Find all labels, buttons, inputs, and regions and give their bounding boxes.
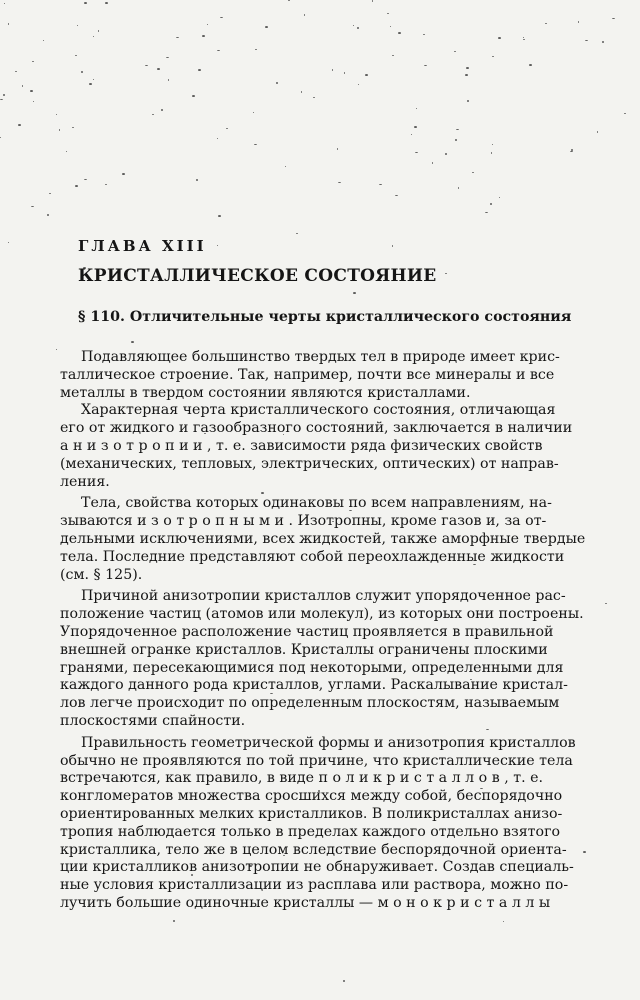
noise-speck xyxy=(105,2,108,4)
noise-speck xyxy=(288,0,290,1)
text-run: Подавляющее большинство твердых тел в природе имеет крис- xyxy=(81,349,560,365)
text-run: (механических, тепловых, электрических, оптических) от направ- xyxy=(60,455,559,472)
noise-speck xyxy=(254,144,257,145)
noise-speck xyxy=(18,124,21,126)
text-run: кристаллика, тело же в целом вследствие беспорядочной ориента- xyxy=(60,841,567,858)
noise-speck xyxy=(624,113,626,114)
text-line xyxy=(60,588,593,606)
text-line xyxy=(60,367,593,385)
noise-speck xyxy=(166,57,169,58)
text-line xyxy=(60,495,593,513)
text-line xyxy=(60,420,593,438)
noise-speck xyxy=(220,17,223,18)
noise-speck xyxy=(456,129,459,130)
noise-speck xyxy=(84,179,87,180)
noise-speck xyxy=(465,74,468,76)
text-line xyxy=(60,788,593,806)
noise-speck xyxy=(89,83,92,85)
noise-speck xyxy=(66,151,67,152)
noise-speck xyxy=(217,245,218,246)
noise-speck xyxy=(217,138,218,139)
noise-speck xyxy=(93,79,94,80)
noise-speck xyxy=(372,0,373,2)
text-run: ориентированных мелких кристалликов. В поликристаллах анизо- xyxy=(60,805,563,822)
noise-speck xyxy=(56,349,57,350)
noise-speck xyxy=(218,215,221,217)
text-line xyxy=(60,806,593,824)
noise-speck xyxy=(466,67,469,69)
text-run: , т. е. xyxy=(504,770,543,787)
noise-speck xyxy=(31,206,34,207)
text-line xyxy=(60,642,593,660)
text-run: Упорядоченное расположение частиц проявляется в правильной xyxy=(60,623,554,640)
text-line xyxy=(60,842,593,860)
noise-speck xyxy=(498,37,501,39)
noise-speck xyxy=(415,152,418,153)
section-title: § 110. Отличительные черты кристаллического состояния xyxy=(78,309,572,325)
noise-speck xyxy=(605,603,607,604)
noise-speck xyxy=(445,273,447,274)
noise-speck xyxy=(492,56,494,57)
noise-speck xyxy=(192,95,195,97)
noise-speck xyxy=(353,292,356,294)
noise-speck xyxy=(145,65,148,66)
text-run: тела. Последние представляют собой переохлажденные жидкости xyxy=(60,548,565,565)
noise-speck xyxy=(414,126,417,128)
noise-speck xyxy=(4,3,5,4)
text-run: встречаются, как правило, в виде xyxy=(60,770,319,787)
noise-speck xyxy=(602,41,604,43)
text-run: обычно не проявляются по той причине, что кристаллические тела xyxy=(60,752,573,769)
noise-speck xyxy=(365,74,368,76)
text-run: . Изотропны, кроме газов и, за от- xyxy=(288,513,547,530)
noise-speck xyxy=(0,99,3,100)
noise-speck xyxy=(353,25,354,26)
text-line xyxy=(60,438,593,456)
noise-speck xyxy=(72,127,74,128)
noise-speck xyxy=(152,114,154,115)
noise-speck xyxy=(198,69,201,71)
noise-speck xyxy=(485,212,488,213)
noise-speck xyxy=(423,34,425,35)
noise-speck xyxy=(131,341,134,343)
text-run: каждого данного рода кристаллов, углами. Раскалывание кристал- xyxy=(60,677,568,694)
text-run: Характерная черта кристаллического состояния, отличающая xyxy=(81,402,556,419)
text-run: плоскостями спайности. xyxy=(60,712,246,729)
noise-speck xyxy=(424,65,427,66)
noise-speck xyxy=(75,185,78,187)
text-run: лов легче происходит по определенным плоскостям, называемым xyxy=(60,695,560,712)
text-run: ции кристалликов анизотропии не обнаруживает. Создав специаль- xyxy=(60,859,574,876)
text-line xyxy=(60,695,593,713)
noise-speck xyxy=(379,184,382,185)
noise-speck xyxy=(47,214,49,216)
noise-speck xyxy=(161,109,163,111)
text-run: металлы в твердом состоянии являются кристаллами. xyxy=(60,384,471,401)
noise-speck xyxy=(173,920,175,922)
text-run: зываются xyxy=(60,513,138,530)
noise-speck xyxy=(255,49,257,50)
noise-speck xyxy=(392,55,394,56)
noise-speck xyxy=(285,166,286,167)
noise-speck xyxy=(8,242,9,243)
noise-speck xyxy=(30,90,33,92)
noise-speck xyxy=(387,13,389,14)
noise-speck xyxy=(612,18,615,19)
noise-speck xyxy=(472,172,474,173)
noise-speck xyxy=(226,128,228,129)
text-line xyxy=(60,549,593,567)
text-line xyxy=(60,513,593,531)
noise-speck xyxy=(332,69,333,71)
noise-speck xyxy=(398,32,401,34)
text-line xyxy=(60,770,593,788)
noise-speck xyxy=(265,26,268,28)
noise-speck xyxy=(416,108,417,109)
noise-speck xyxy=(276,82,278,84)
noise-speck xyxy=(33,101,34,102)
noise-speck xyxy=(578,21,579,23)
noise-speck xyxy=(98,30,99,32)
noise-speck xyxy=(22,85,23,87)
text-line xyxy=(60,531,593,549)
noise-speck xyxy=(337,148,338,150)
text-line xyxy=(60,567,593,585)
noise-speck xyxy=(32,61,34,62)
spaced-term: изотропными xyxy=(137,513,289,530)
noise-speck xyxy=(343,980,345,982)
spaced-term: поликристаллов xyxy=(318,770,505,787)
text-run: Причиной анизотропии кристаллов служит упорядоченное рас- xyxy=(81,588,566,605)
noise-speck xyxy=(93,36,94,37)
noise-speck xyxy=(490,203,492,205)
text-line xyxy=(60,660,593,678)
noise-speck xyxy=(59,129,60,131)
noise-speck xyxy=(392,245,393,247)
noise-speck xyxy=(105,184,107,185)
noise-speck xyxy=(390,26,391,27)
noise-speck xyxy=(597,131,598,133)
noise-speck xyxy=(499,197,500,198)
noise-speck xyxy=(523,39,525,40)
noise-speck xyxy=(3,94,5,96)
text-run: конгломератов множества сросшихся между собой, беспорядочно xyxy=(60,788,563,805)
spaced-term: анизотропии xyxy=(60,437,207,454)
text-run: таллическое строение. Так, например, почти все минералы и все xyxy=(60,366,555,383)
text-run: гранями, пересекающимися под некоторыми, определенными для xyxy=(60,659,564,676)
text-run: ные условия кристаллизации из расплава или раствора, можно по- xyxy=(60,877,569,894)
text-line xyxy=(60,753,593,771)
text-line xyxy=(60,385,593,403)
noise-speck xyxy=(157,68,160,70)
noise-speck xyxy=(77,25,78,26)
noise-speck xyxy=(253,112,254,113)
body-text xyxy=(60,349,593,913)
text-run: ления. xyxy=(60,473,110,490)
noise-speck xyxy=(0,137,1,138)
noise-speck xyxy=(455,139,457,141)
text-run: тропия наблюдается только в пределах каждого отдельно взятого xyxy=(60,823,561,840)
text-line xyxy=(60,349,593,367)
text-run: , т. е. зависимости ряда физических свойств xyxy=(207,437,543,454)
noise-speck xyxy=(56,114,57,115)
noise-speck xyxy=(202,35,205,37)
noise-speck xyxy=(454,51,456,52)
noise-speck xyxy=(49,193,51,194)
noise-speck xyxy=(81,71,83,73)
text-line xyxy=(60,456,593,474)
noise-speck xyxy=(491,152,492,154)
noise-speck xyxy=(8,23,9,25)
text-run: дельными исключениями, всех жидкостей, также аморфные твердые xyxy=(60,530,586,547)
noise-speck xyxy=(43,40,44,41)
chapter-title: КРИСТАЛЛИЧЕСКОЕ СОСТОЯНИЕ xyxy=(78,266,437,286)
text-run: положение частиц (атомов или молекул), из которых они построены. xyxy=(60,606,584,623)
noise-speck xyxy=(357,27,359,29)
noise-speck xyxy=(503,921,504,922)
noise-speck xyxy=(344,72,345,74)
noise-speck xyxy=(84,2,87,4)
noise-speck xyxy=(458,187,459,189)
text-line xyxy=(60,735,593,753)
noise-speck xyxy=(15,71,17,72)
noise-speck xyxy=(217,50,220,51)
text-run: Тела, свойства которых одинаковы по всем направлениям, на- xyxy=(81,495,552,512)
text-run: его от жидкого и газообразного состояний, заключается в наличии xyxy=(60,420,573,437)
text-line xyxy=(60,624,593,642)
noise-speck xyxy=(313,97,315,98)
noise-speck xyxy=(545,23,547,24)
text-run: лучить большие одиночные кристаллы — xyxy=(60,894,378,911)
noise-speck xyxy=(570,151,573,152)
noise-speck xyxy=(338,182,341,183)
noise-speck xyxy=(296,233,298,234)
noise-speck xyxy=(122,173,125,175)
noise-speck xyxy=(411,134,412,135)
noise-speck xyxy=(207,24,208,25)
noise-speck xyxy=(467,100,469,102)
text-line xyxy=(60,677,593,695)
text-line xyxy=(60,877,593,895)
noise-speck xyxy=(75,55,77,56)
noise-speck xyxy=(395,195,398,196)
text-run: (см. § 125). xyxy=(60,566,143,583)
text-line xyxy=(60,606,593,624)
noise-speck xyxy=(492,144,493,145)
noise-speck xyxy=(445,153,447,155)
text-line xyxy=(60,402,593,420)
text-run: внешней огранке кристаллов. Кристаллы ограничены плоскими xyxy=(60,641,548,658)
noise-speck xyxy=(529,64,532,66)
chapter-label: ГЛАВА XIII xyxy=(78,237,207,255)
noise-speck xyxy=(585,40,588,41)
noise-speck xyxy=(432,162,433,164)
noise-speck xyxy=(196,179,198,181)
text-line xyxy=(60,859,593,877)
noise-speck xyxy=(358,84,359,85)
text-run: Правильность геометрической формы и анизотропия кристаллов xyxy=(81,734,576,751)
noise-speck xyxy=(168,79,169,81)
noise-speck xyxy=(304,14,305,16)
noise-speck xyxy=(523,37,524,38)
text-line xyxy=(60,713,593,731)
text-line xyxy=(60,895,593,913)
noise-speck xyxy=(301,91,302,93)
noise-speck xyxy=(176,37,179,38)
spaced-term: монокристаллы xyxy=(377,894,555,911)
text-line xyxy=(60,824,593,842)
text-line xyxy=(60,474,593,492)
